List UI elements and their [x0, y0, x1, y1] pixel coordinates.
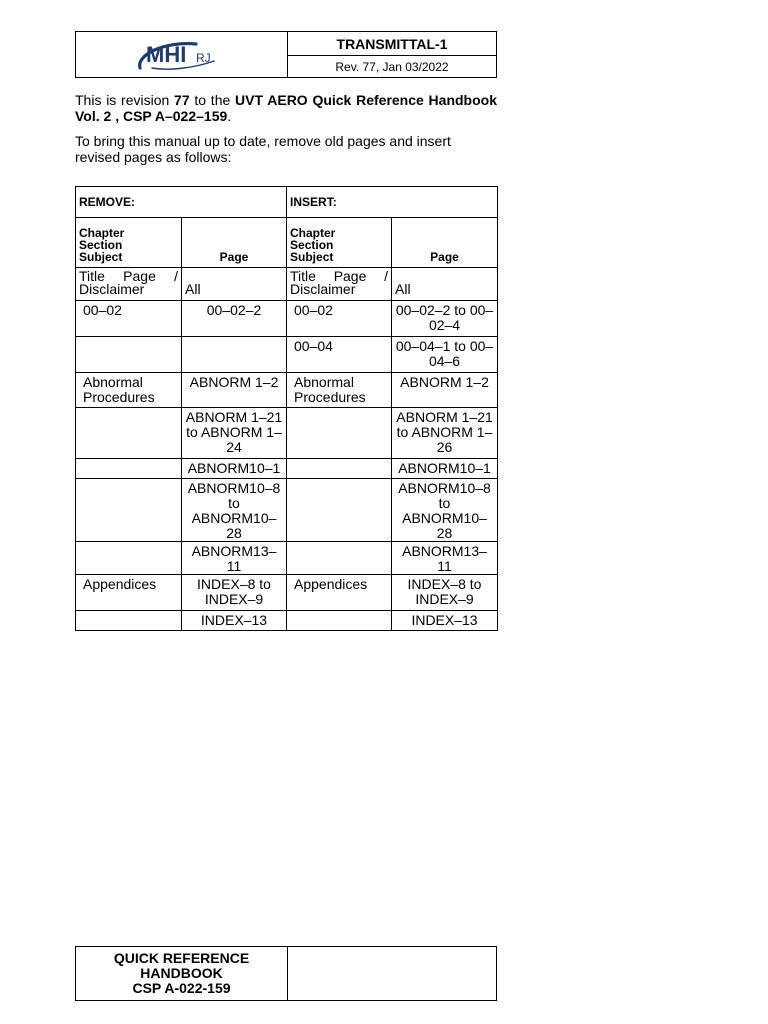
footer-line-2: HANDBOOK	[140, 965, 223, 981]
insert-chapter-cell	[287, 611, 392, 631]
insert-title-page-cell: Title Page / Disclaimer	[287, 268, 392, 301]
remove-chapter-cell	[76, 408, 182, 459]
remove-header: REMOVE:	[76, 187, 287, 218]
table-group-header	[76, 187, 498, 218]
remove-chapter-cell	[76, 542, 182, 575]
remove-chapter-cell	[76, 337, 182, 373]
insert-chapter-cell: 00–02	[287, 301, 392, 337]
insert-chapter-cell	[287, 408, 392, 459]
handbook-title: UVT AERO Quick Reference Handbook Vol. 2 , CSP A–022–159	[75, 92, 497, 124]
remove-chapter-cell: 00–02	[76, 301, 182, 337]
intro-text-end: .	[227, 108, 232, 124]
logo-cell	[76, 32, 288, 77]
table-column-header	[76, 218, 498, 268]
revision-date: Rev. 77, Jan 03/2022	[335, 59, 449, 74]
table-row	[76, 611, 498, 631]
table-row	[76, 542, 498, 575]
intro-paragraph-1	[75, 92, 497, 124]
footer-title	[76, 947, 288, 1000]
remove-chapter-cell	[76, 479, 182, 542]
remove-page-cell: 00–02–2	[182, 301, 287, 337]
logo-suffix: RJ	[195, 50, 211, 65]
table-row	[76, 337, 498, 373]
intro-text-pre: This is revision	[75, 92, 175, 108]
insert-page-cell: INDEX–13	[392, 611, 498, 631]
footer-line-1: QUICK REFERENCE	[113, 950, 250, 966]
remove-page-cell: ABNORM 1–2	[182, 373, 287, 408]
remove-chapter-cell: Appendices	[76, 575, 182, 611]
insert-page-cell: ABNORM10–1	[392, 459, 498, 479]
intro-text	[75, 92, 497, 174]
remove-page-cell: ABNORM10–1	[182, 459, 287, 479]
footer-blank-cell	[288, 947, 496, 1000]
table-row	[76, 408, 498, 459]
table-row	[76, 301, 498, 337]
insert-header: INSERT:	[287, 187, 498, 218]
insert-chapter-cell	[287, 479, 392, 542]
remove-page-cell: ABNORM13–11	[182, 542, 287, 575]
table-row-title-page	[76, 268, 498, 301]
page-footer	[75, 946, 497, 1001]
remove-chapter-cell	[76, 611, 182, 631]
insert-chapter-header: Chapter Section Subject	[287, 218, 392, 268]
header-right	[288, 32, 496, 77]
remove-page-cell: ABNORM 1–21 to ABNORM 1–24	[182, 408, 287, 459]
insert-chapter-cell	[287, 459, 392, 479]
insert-page-cell: ABNORM 1–21 to ABNORM 1–26	[392, 408, 498, 459]
table-row	[76, 373, 498, 408]
insert-page-cell: ABNORM10–8 to ABNORM10–28	[392, 479, 498, 542]
logo-text: MHI	[145, 41, 186, 67]
remove-title-page-cell: Title Page / Disclaimer	[76, 268, 182, 301]
revision-number: 77	[174, 92, 190, 108]
insert-page-cell: INDEX–8 to INDEX–9	[392, 575, 498, 611]
remove-page-cell: INDEX–13	[182, 611, 287, 631]
table-row	[76, 479, 498, 542]
footer-line-3: CSP A-022-159	[132, 980, 231, 996]
remove-chapter-cell	[76, 459, 182, 479]
insert-page-cell: ABNORM 1–2	[392, 373, 498, 408]
mhi-rj-logo	[134, 35, 230, 75]
transmittal-header	[75, 31, 497, 78]
insert-page-cell: 00–04–1 to 00–04–6	[392, 337, 498, 373]
remove-page-cell: INDEX–8 to INDEX–9	[182, 575, 287, 611]
intro-paragraph-2: To bring this manual up to date, remove old pages and insert revised pages as follows:	[75, 133, 451, 165]
table-row	[76, 459, 498, 479]
insert-page-cell: ABNORM13–11	[392, 542, 498, 575]
transmittal-title: TRANSMITTAL-1	[288, 32, 496, 56]
insert-chapter-cell	[287, 542, 392, 575]
remove-all-cell: All	[182, 268, 287, 301]
insert-page-header: Page	[392, 218, 498, 268]
insert-all-cell: All	[392, 268, 498, 301]
remove-chapter-cell: Abnormal Procedures	[76, 373, 182, 408]
insert-chapter-cell: 00–04	[287, 337, 392, 373]
insert-chapter-cell: Abnormal Procedures	[287, 373, 392, 408]
intro-text-mid: to the	[189, 92, 236, 108]
revision-table	[75, 186, 498, 631]
remove-page-header: Page	[182, 218, 287, 268]
remove-page-cell: ABNORM10–8 to ABNORM10–28	[182, 479, 287, 542]
remove-page-cell	[182, 337, 287, 373]
table-row	[76, 575, 498, 611]
remove-chapter-header: Chapter Section Subject	[76, 218, 182, 268]
insert-chapter-cell: Appendices	[287, 575, 392, 611]
insert-page-cell: 00–02–2 to 00–02–4	[392, 301, 498, 337]
